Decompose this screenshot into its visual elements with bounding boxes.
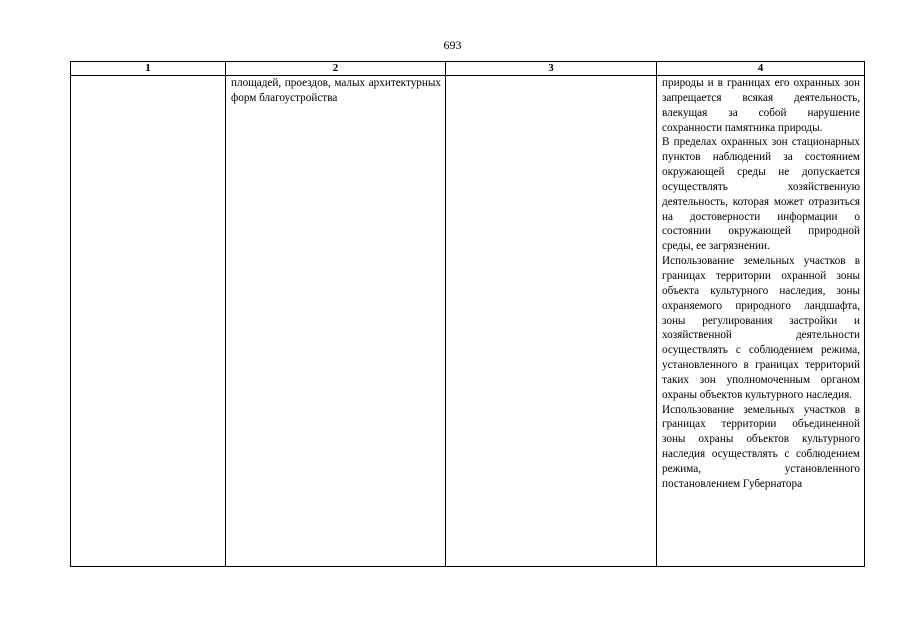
document-table (70, 61, 865, 567)
column-header-4: 4 (657, 62, 865, 76)
cell-col4-text (657, 76, 864, 492)
cell-col4 (657, 76, 865, 567)
table-header-row (71, 62, 865, 76)
paragraph-4: Использование земельных участков в границах территории объединенной зоны охраны объектов культурного наследия осуществлять с соблюдением режима, установленного постановлением Губернатора (662, 403, 860, 490)
paragraph-3: Использование земельных участков в границах территории охранной зоны объекта культурного наследия, зоны охраняемого природного ландшафта, зоны регулирования застройки и хозяйственной деятельности осуществлять с соблюдением режима, установленного в границах территорий таких зон уполномоченным органом охраны объектов культурного наследия. (662, 255, 860, 401)
cell-col1 (71, 76, 226, 567)
paragraph-1: природы и в границах его охранных зон запрещается всякая деятельность, влекущая за собой нарушение сохранности памятника природы. (662, 77, 860, 134)
paragraph-2: В пределах охранных зон стационарных пунктов наблюдений за состоянием окружающей среды не допускается осуществлять хозяйственную деятельность, которая может отразиться на достоверности информации о состоянии окружающей природной среды, ее загрязнении. (662, 136, 860, 253)
cell-col2 (226, 76, 446, 567)
page-number: 693 (443, 38, 462, 52)
table-row (71, 76, 865, 567)
cell-col2-text: площадей, проездов, малых архитектурных форм благоустройства (231, 77, 441, 104)
column-header-3: 3 (446, 62, 657, 76)
cell-col3 (446, 76, 657, 567)
column-header-1: 1 (71, 62, 226, 76)
column-header-2: 2 (226, 62, 446, 76)
